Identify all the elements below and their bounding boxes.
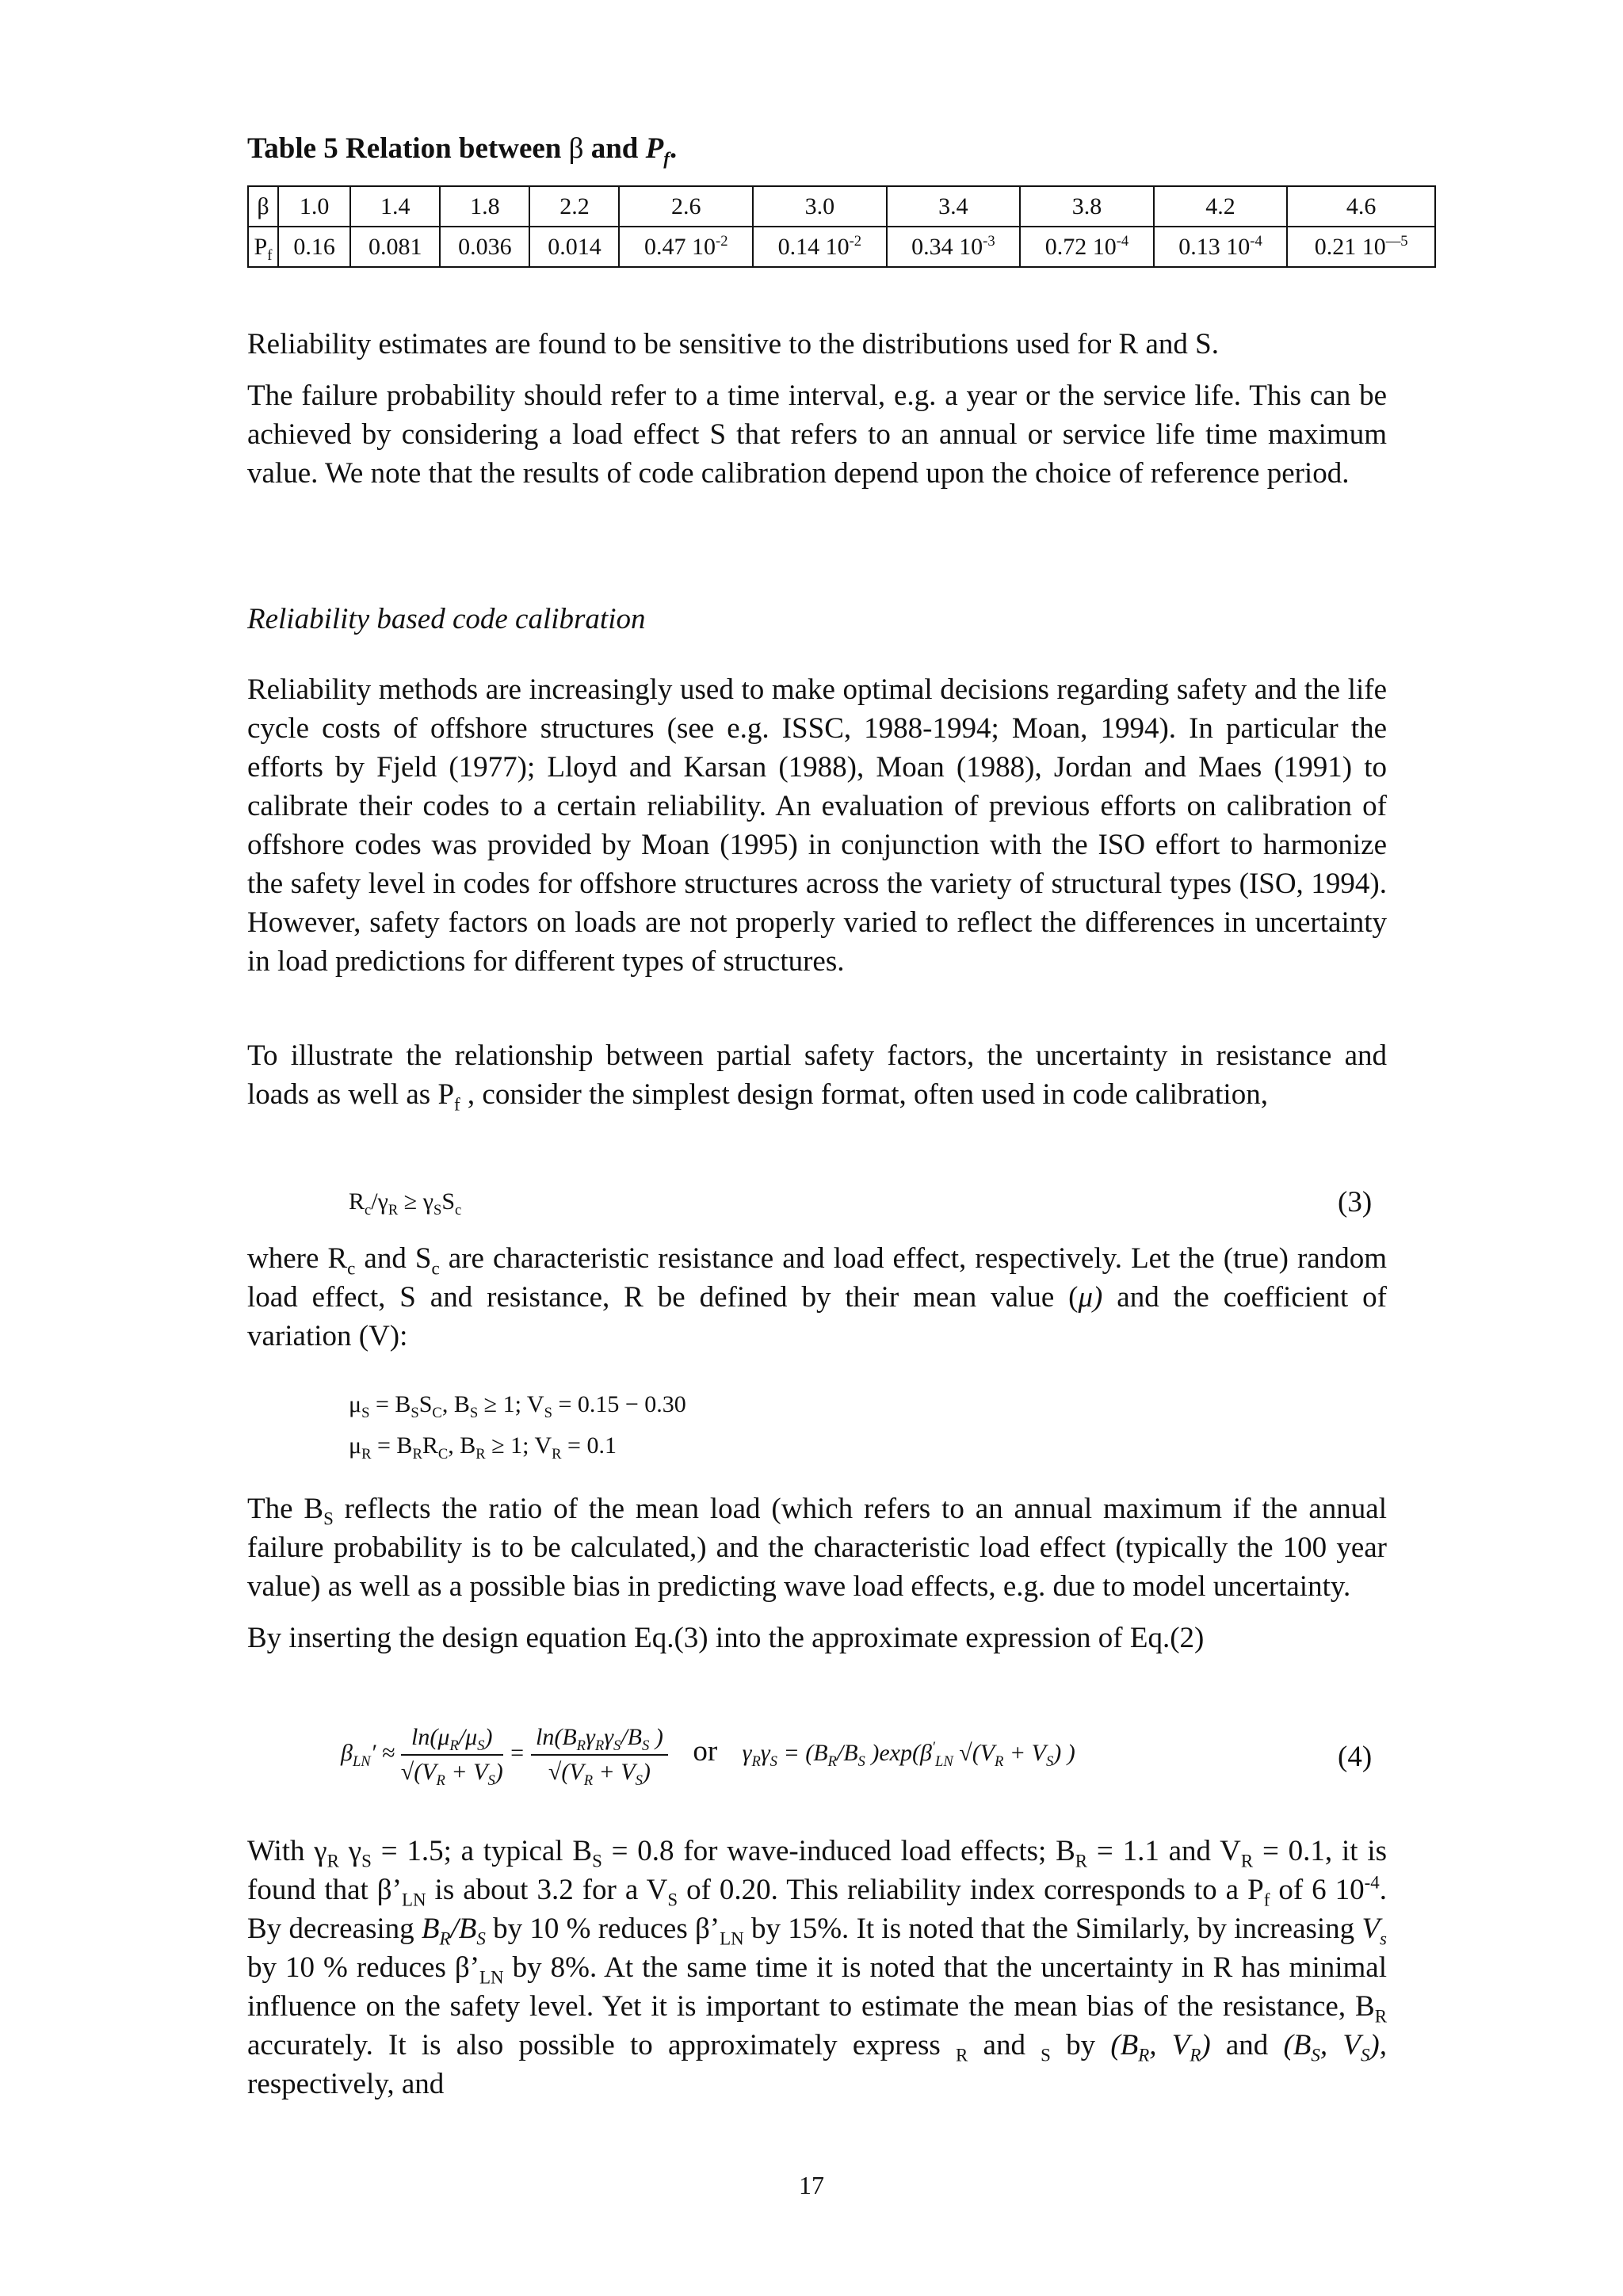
table-caption <box>247 132 678 169</box>
eq-sub: c <box>455 1202 462 1219</box>
eq-sub: R <box>583 1772 594 1789</box>
paragraph-reliability-methods: Reliability methods are increasingly used to make optimal decisions regarding safety and the life cycle costs of offshore structures (see e.g. ISSC, 1988-1994; Moan, 1994). In particular the efforts by Fjeld (1977); Lloyd and Karsan (1988), Moan (1988), Jordan and Maes (1991) to calibrate their codes to a certain reliability. An evaluation of previous efforts on calibration of offshore codes was provided by Moan (1995) in conjunction with the ISO effort to harmonize the safety level in codes for offshore structures across the variety of structural types (ISO, 1994). However, safety factors on loads are not properly varied to reflect the differences in uncertainty in load predictions for different types of structures. <box>247 673 1387 978</box>
eq-sub: R <box>594 1737 605 1754</box>
cell-mantissa: 0.13 10 <box>1178 233 1251 260</box>
text-run: With γ <box>247 1835 327 1867</box>
table-cell: 1.0 <box>278 186 350 227</box>
table-cell <box>887 227 1021 267</box>
eq-term: /γ <box>371 1188 388 1215</box>
text-sub: S <box>667 1890 678 1910</box>
text-block-1 <box>247 325 1387 493</box>
cell-mantissa: 0.16 <box>293 233 335 260</box>
text-sub: s <box>1380 1928 1387 1949</box>
caption-beta: β <box>568 132 584 165</box>
eq-term: , B <box>441 1391 470 1417</box>
text-run: are characteristic resistance and load effect, respectively. Let the (true) random load effect, S and resistance, R be defined by their mean value ( <box>247 1242 1388 1314</box>
eq-term: ≥ 1; V <box>478 1391 544 1417</box>
cell-exp: -2 <box>849 232 862 250</box>
eq-sub: C <box>432 1405 442 1421</box>
paragraph-bs-ratio <box>247 1489 1387 1606</box>
text-sub: S <box>592 1851 602 1871</box>
text-run: by 10 % reduces β’ <box>247 1951 480 1984</box>
text-run: and <box>968 2029 1041 2061</box>
section-heading: Reliability based code calibration <box>247 603 646 635</box>
eq-sup: ′ <box>931 1738 935 1756</box>
equation-4: $\beta_{LN}'$ ≈ $\frac{\ln(\mu_R/\mu_S)}{√(V_R + V_S)}$ = $\frac{\ln(B_R\gamma_R\gamma_S/B_S )}{√(V_R + V_S)}$ or $\gamma_R\gamma_S = (B_R/B_S$ )$\exp(\beta'_{LN}$ $√(V_R + V_S)$ ) <box>341 1724 1075 1789</box>
text-sub: R <box>327 1851 339 1871</box>
eq-sub: S <box>635 1772 643 1789</box>
eq-sub: LN <box>934 1753 953 1770</box>
paragraph-distributions: Reliability estimates are found to be sensitive to the distributions used for R and S. <box>247 328 1219 360</box>
paragraph-illustrate <box>247 1036 1387 1114</box>
text-sub: c <box>347 1258 356 1279</box>
text-mu: μ) <box>1078 1281 1103 1314</box>
table-cell: 2.6 <box>619 186 753 227</box>
text-sub: S <box>476 1928 486 1949</box>
eq-sub: R <box>576 1737 586 1754</box>
row-head-pf <box>248 227 278 267</box>
cell-mantissa: 0.036 <box>458 233 512 260</box>
eq-sub: LN <box>352 1753 371 1770</box>
eq-sub: S <box>433 1202 442 1219</box>
text-italic: (B <box>1283 2029 1312 2061</box>
table-cell <box>440 227 529 267</box>
eq-sub: S <box>613 1737 621 1754</box>
text-sub: LN <box>479 1967 504 1988</box>
text-run: = 0.8 for wave-induced load effects; B <box>601 1835 1075 1867</box>
text-sub: S <box>361 1851 372 1871</box>
eq-sub: S <box>1045 1753 1054 1770</box>
table-cell <box>619 227 753 267</box>
text-run: and <box>1210 2029 1284 2061</box>
eq-sub: S <box>769 1753 777 1770</box>
eq-term: S <box>441 1188 456 1215</box>
pf-head-sub: f <box>267 246 273 264</box>
eq-sub: S <box>411 1405 419 1421</box>
text-block-6 <box>247 1832 1387 2103</box>
text-run: of 0.20. This reliability index corresponds to a P <box>678 1874 1264 1906</box>
text-sub: c <box>431 1258 440 1279</box>
eq-term: R <box>422 1432 438 1459</box>
table-cell <box>1154 227 1288 267</box>
cell-mantissa: 0.14 10 <box>777 233 850 260</box>
eq-sub: C <box>437 1446 449 1463</box>
cell-mantissa: 0.72 10 <box>1044 233 1117 260</box>
paragraph-characteristic <box>247 1239 1387 1356</box>
text-sub: R <box>439 1928 451 1949</box>
cell-exp: -3 <box>983 232 995 250</box>
caption-text: Table 5 Relation between <box>247 132 569 165</box>
text-sub: S <box>1041 2045 1051 2065</box>
text-italic: V <box>1361 1913 1381 1945</box>
eq-sub: R <box>388 1202 399 1219</box>
eq-term: )exp(β <box>865 1739 932 1766</box>
eq-sub: S <box>487 1772 495 1789</box>
eq-term: ln(μ <box>411 1724 450 1750</box>
eq-sub: S <box>544 1405 552 1421</box>
table-cell <box>1020 227 1154 267</box>
text-italic: , V <box>1149 2029 1190 2061</box>
eq-term: γ <box>760 1739 770 1766</box>
text-run: by 15%. It is noted that the Similarly, by increasing <box>743 1913 1362 1945</box>
eq-sub: R <box>412 1446 422 1463</box>
eq-term: + V <box>593 1759 636 1785</box>
eq-sub: S <box>857 1753 865 1770</box>
eq-fraction-2 <box>531 1724 668 1789</box>
eq-term: = 0.1 <box>561 1432 617 1459</box>
table-cell: 3.0 <box>753 186 887 227</box>
eq-sub: S <box>361 1405 370 1421</box>
text-sub: f <box>1263 1890 1270 1910</box>
eq-term: γ <box>604 1724 614 1750</box>
text-sub: R <box>956 2045 968 2065</box>
text-run: reflects the ratio of the mean load (which refers to an annual maximum if the annual failure probability is to be calculated,) and the characteristic load effect (typically the 100 year value) as well as a possible bias in predicting wave load effects, e.g. due to model uncertainty. <box>247 1493 1387 1603</box>
table-cell: 4.6 <box>1287 186 1435 227</box>
eq-term: ln(B <box>536 1724 577 1750</box>
text-run: . By decreasing <box>247 1874 1388 1945</box>
table-cell <box>278 227 350 267</box>
table-cell <box>753 227 887 267</box>
cell-mantissa: 0.21 10 <box>1314 233 1386 260</box>
eq-sub: R <box>827 1753 837 1770</box>
text-italic: ), <box>1369 2029 1387 2061</box>
eq-term: ≥ 1; V <box>485 1432 552 1459</box>
eq-term: ≥ γ <box>398 1188 434 1215</box>
table-cell: 1.4 <box>350 186 440 227</box>
text-run: γ <box>338 1835 362 1867</box>
beta-pf-table <box>247 185 1436 268</box>
eq-term: γ <box>586 1724 595 1750</box>
eq-term: = B <box>369 1391 411 1417</box>
eq-equals: = <box>509 1739 525 1766</box>
text-italic: B <box>421 1913 440 1945</box>
equation-3 <box>349 1188 462 1219</box>
eq-sub: c <box>365 1202 372 1219</box>
equation-mu-r <box>349 1432 617 1463</box>
eq-term: + V <box>1003 1739 1046 1766</box>
text-sub: R <box>1190 2045 1201 2065</box>
eq-term: /B <box>621 1724 643 1750</box>
eq-term: ) <box>1061 1739 1075 1766</box>
cell-mantissa: 0.34 10 <box>911 233 983 260</box>
row-head-beta: β <box>248 186 278 227</box>
text-run: = 0.1, it is found that β’ <box>247 1835 1388 1906</box>
text-block-2 <box>247 670 1387 981</box>
eq-term: /B <box>836 1739 858 1766</box>
eq-term: ′ ≈ <box>370 1739 395 1766</box>
caption-text-mid: and <box>583 132 646 165</box>
cell-exp: -2 <box>716 232 728 250</box>
text-italic: (B <box>1110 2029 1139 2061</box>
text-block-3 <box>247 1036 1387 1114</box>
eq-term: , B <box>448 1432 476 1459</box>
text-sub: R <box>1138 2045 1150 2065</box>
cell-mantissa: 0.081 <box>369 233 422 260</box>
table-cell <box>1287 227 1435 267</box>
eq-sub: S <box>642 1737 650 1754</box>
eq-term: μ <box>349 1432 362 1459</box>
text-sub: S <box>1360 2045 1370 2065</box>
text-sub: LN <box>401 1890 426 1910</box>
text-run: where R <box>247 1242 348 1275</box>
table-cell <box>529 227 619 267</box>
paragraph-with-gamma <box>247 1832 1387 2103</box>
eq-sub: S <box>469 1405 479 1421</box>
text-run: respectively, and <box>247 2068 445 2100</box>
text-run: of 6 10 <box>1270 1874 1365 1906</box>
text-sup: -4 <box>1364 1872 1380 1893</box>
paragraph-failure-probability: The failure probability should refer to a time interval, e.g. a year or the service life. This can be achieved by considering a load effect S that refers to an annual or service life time maximum value. We note that the results of code calibration depend upon the choice of reference period. <box>247 379 1387 490</box>
eq-term: + V <box>445 1759 488 1785</box>
table-cell: 1.8 <box>440 186 529 227</box>
cell-exp: —5 <box>1385 232 1408 250</box>
table-cell: 2.2 <box>529 186 619 227</box>
eq-term: = (B <box>777 1739 828 1766</box>
text-run: = 1.1 and V <box>1087 1835 1241 1867</box>
text-sub: R <box>1374 2006 1387 2027</box>
text-italic: , V <box>1319 2029 1361 2061</box>
text-italic: /B <box>450 1913 477 1945</box>
eq-sub: R <box>751 1753 761 1770</box>
page-number: 17 <box>799 2171 824 2199</box>
text-sub: R <box>1075 1851 1088 1871</box>
cell-exp: -4 <box>1116 232 1129 250</box>
eq-sub: R <box>995 1753 1004 1770</box>
table-cell: 3.4 <box>887 186 1021 227</box>
text-sub: LN <box>720 1928 744 1949</box>
text-run: is about 3.2 for a V <box>426 1874 668 1906</box>
text-sub: S <box>323 1508 334 1529</box>
text-run: and S <box>355 1242 432 1275</box>
table-row-beta <box>248 186 1435 227</box>
eq-denominator: $√(V_R + V_S)$ <box>400 1759 503 1789</box>
caption-pf: P <box>645 132 664 165</box>
table-row-pf <box>248 227 1435 267</box>
eq-term: = B <box>371 1432 413 1459</box>
text-sub: R <box>1240 1851 1254 1871</box>
eq-term: V <box>980 1739 995 1766</box>
text-run: and the coefficient of variation (V): <box>247 1281 1387 1352</box>
text-run: by 10 % reduces β’ <box>485 1913 720 1945</box>
text-run: , consider the simplest design format, often used in code calibration, <box>460 1078 1268 1111</box>
eq-numerator <box>531 1724 668 1756</box>
text-run: To illustrate the relationship between partial safety factors, the uncertainty in resistance and loads as well as P <box>247 1039 1387 1111</box>
text-italic: ) <box>1201 2029 1211 2061</box>
text-sub: f <box>454 1094 460 1115</box>
text-run: by 8%. At the same time it is noted that the uncertainty in R has minimal influence on the safety level. Yet it is important to estimate the mean bias of the resistance, B <box>247 1951 1387 2023</box>
eq-sub: R <box>449 1737 459 1754</box>
caption-end: . <box>669 132 678 165</box>
cell-exp: -4 <box>1250 232 1262 250</box>
eq-term: β <box>341 1739 353 1766</box>
eq-term: ) <box>484 1724 493 1750</box>
eq-term: V <box>422 1759 437 1785</box>
cell-mantissa: 0.014 <box>548 233 601 260</box>
eq-fraction-1 <box>400 1724 503 1789</box>
eq-term: ) <box>649 1724 663 1750</box>
eq-sub: R <box>361 1446 372 1463</box>
text-block-5 <box>247 1489 1387 1657</box>
eq-sub: R <box>552 1446 562 1463</box>
pf-head: P <box>254 233 268 260</box>
equation-mu-s <box>349 1391 686 1421</box>
eq-term: γ <box>742 1739 752 1766</box>
text-block-4 <box>247 1239 1387 1356</box>
table-cell: 3.8 <box>1020 186 1154 227</box>
eq-term: V <box>569 1759 584 1785</box>
equation-number-3: (3) <box>1338 1186 1373 1219</box>
eq-term: /μ <box>458 1724 478 1750</box>
caption-pf-sub: f <box>663 148 670 169</box>
eq-term: S <box>418 1391 433 1417</box>
equation-number-4: (4) <box>1338 1741 1373 1773</box>
text-run: accurately. It is also possible to approximately express <box>247 2029 957 2061</box>
eq-term: μ <box>349 1391 362 1417</box>
text-run: The B <box>247 1493 324 1525</box>
eq-term: = 0.15 − 0.30 <box>552 1391 686 1417</box>
eq-term: R <box>349 1188 365 1215</box>
table-cell: 4.2 <box>1154 186 1288 227</box>
paragraph-inserting: By inserting the design equation Eq.(3) into the approximate expression of Eq.(2) <box>247 1622 1205 1654</box>
text-run: by <box>1050 2029 1111 2061</box>
eq-sub: S <box>477 1737 485 1754</box>
eq-sub: R <box>475 1446 486 1463</box>
eq-or: or <box>693 1734 718 1768</box>
text-sub: S <box>1311 2045 1320 2065</box>
table-cell <box>350 227 440 267</box>
text-run: = 1.5; a typical B <box>371 1835 593 1867</box>
eq-sub: R <box>436 1772 445 1789</box>
eq-denominator: $√(V_R + V_S)$ <box>548 1759 651 1789</box>
eq-numerator <box>401 1724 503 1756</box>
cell-mantissa: 0.47 10 <box>644 233 716 260</box>
